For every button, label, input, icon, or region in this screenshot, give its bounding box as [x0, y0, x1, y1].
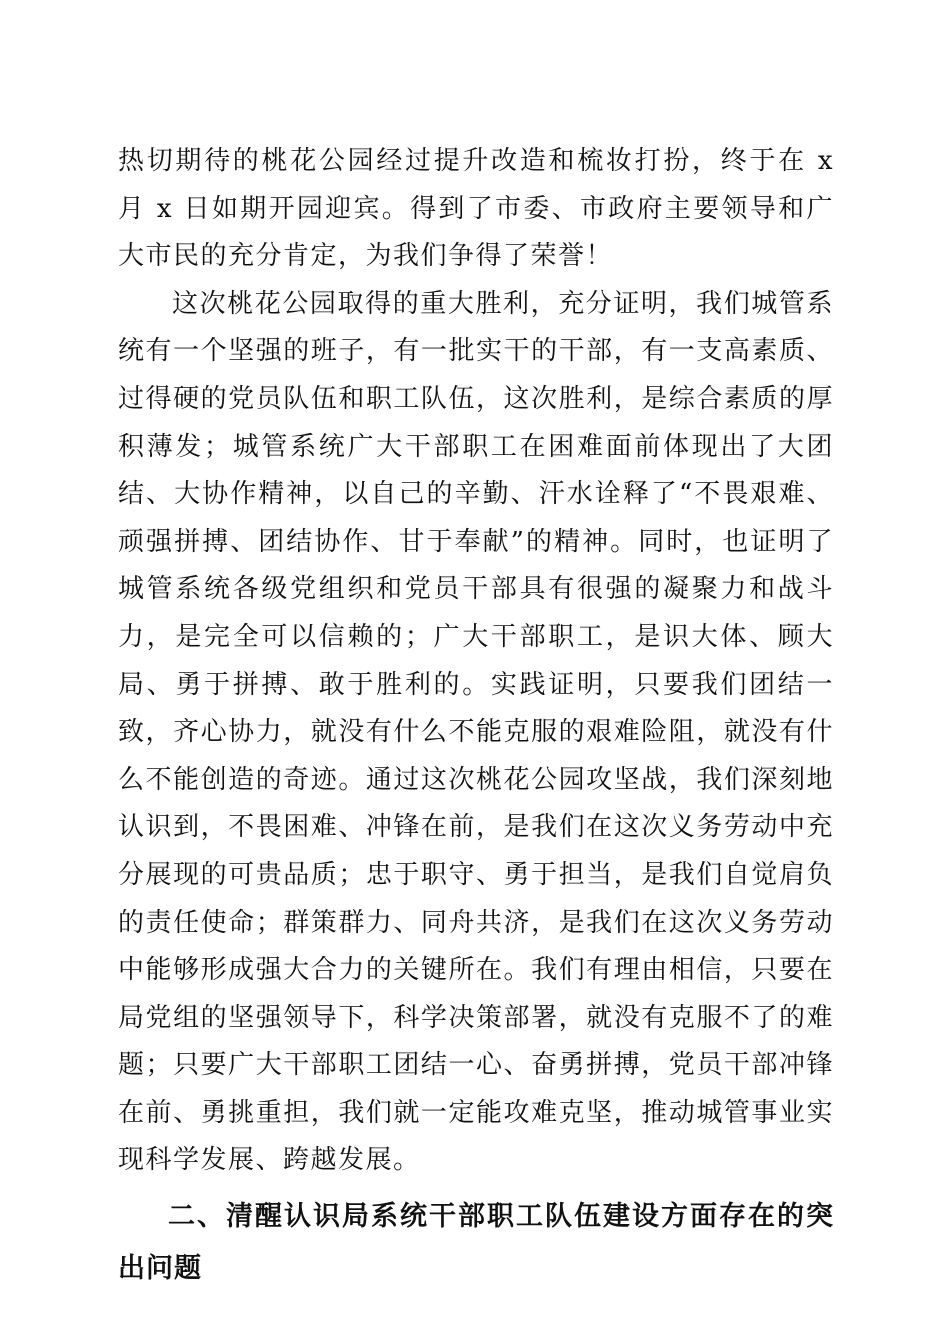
section-heading: 二、清醒认识局系统干部职工队伍建设方面存在的突出问题: [118, 1201, 834, 1285]
paragraph-victory-summary: 这次桃花公园取得的重大胜利，充分证明，我们城管系统有一个坚强的班子，有一批实干的干部，有一支高素质、过得硬的党员队伍和职工队伍，这次胜利，是综合素质的厚积薄发；城管系统广大干部职工在困难面前体现出了大团结、大协作精神，以自己的辛勤、汗水诠释了“不畏艰难、顽强拼搏、团结协作、甘于奉献”的精神。同时，也证明了城管系统各级党组织和党员干部具有很强的凝聚力和战斗力，是完全可以信赖的；广大干部职工，是识大体、顾大局、勇于拼搏、敢于胜利的。实践证明，只要我们团结一致，齐心协力，就没有什么不能克服的艰难险阻，就没有什么不能创造的奇迹。通过这次桃花公园攻坚战，我们深刻地认识到，不畏困难、冲锋在前，是我们在这次义务劳动中充分展现的可贵品质；忠于职守、勇于担当，是我们自觉肩负的责任使命；群策群力、同舟共济，是我们在这次义务劳动中能够形成强大合力的关键所在。我们有理由相信，只要在局党组的坚强领导下，科学决策部署，就没有克服不了的难题；只要广大干部职工团结一心、奋勇拼搏，党员干部冲锋在前、勇挑重担，我们就一定能攻难克坚，推动城管事业实现科学发展、跨越发展。: [118, 288, 834, 1176]
paragraph-opening: 热切期待的桃花公园经过提升改造和梳妆打扮，终于在 x 月 x 日如期开园迎宾。得到了市委、市政府主要领导和广大市民的充分肯定，为我们争得了荣誉！: [118, 146, 834, 272]
document-body: [118, 138, 834, 1295]
